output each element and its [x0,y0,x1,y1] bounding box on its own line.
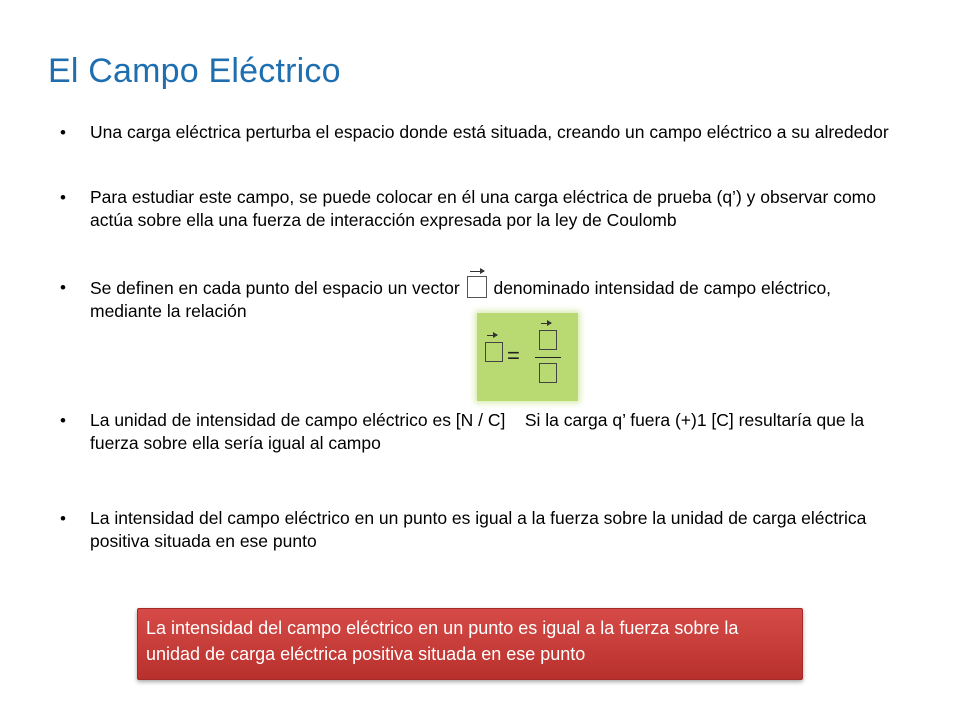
bullet-text: La unidad de intensidad de campo eléctrico es [N / C] Si la carga q’ fuera (+)1 [C] resultaría que la fuerza sobre ella sería igual al campo [90,410,870,453]
bullet-marker: • [60,278,66,297]
bullet-text-after-symbol: denominado intensidad de campo eléctrico, mediante la relación [90,278,832,321]
slide-title: El Campo Eléctrico [48,52,341,90]
charge-symbol-glyph [539,363,557,383]
bullet-marker: • [60,123,66,142]
bullet-marker: • [60,411,66,430]
bullet-text: Para estudiar este campo, se puede colocar en él una carga eléctrica de prueba (q’) y observar como actúa sobre ella una fuerza de interacción expresada por la ley de Coulomb [90,187,876,230]
bullet-marker: • [60,188,66,207]
equals-sign: = [507,343,520,368]
callout-text: La intensidad del campo eléctrico en un punto es igual a la fuerza sobre la unidad de carga eléctrica positiva situada en ese punto [146,618,739,664]
field-formula-box [477,313,578,401]
bullet-text: La intensidad del campo eléctrico en un punto es igual a la fuerza sobre la unidad de carga eléctrica positiva situada en ese punto [90,508,867,551]
bullet-marker: • [60,509,66,528]
vector-arrow-icon [541,323,551,324]
force-symbol-glyph [539,330,557,350]
fraction-bar [535,357,561,358]
bullet-text-before-symbol: Se definen en cada punto del espacio un vector [90,278,460,298]
field-symbol-glyph [485,342,503,362]
electric-field-vector-symbol [467,276,487,298]
bullet-text: Una carga eléctrica perturba el espacio donde está situada, creando un campo eléctrico a su alrededor [90,122,889,142]
vector-arrow-icon [487,335,497,336]
definition-callout [137,608,803,680]
